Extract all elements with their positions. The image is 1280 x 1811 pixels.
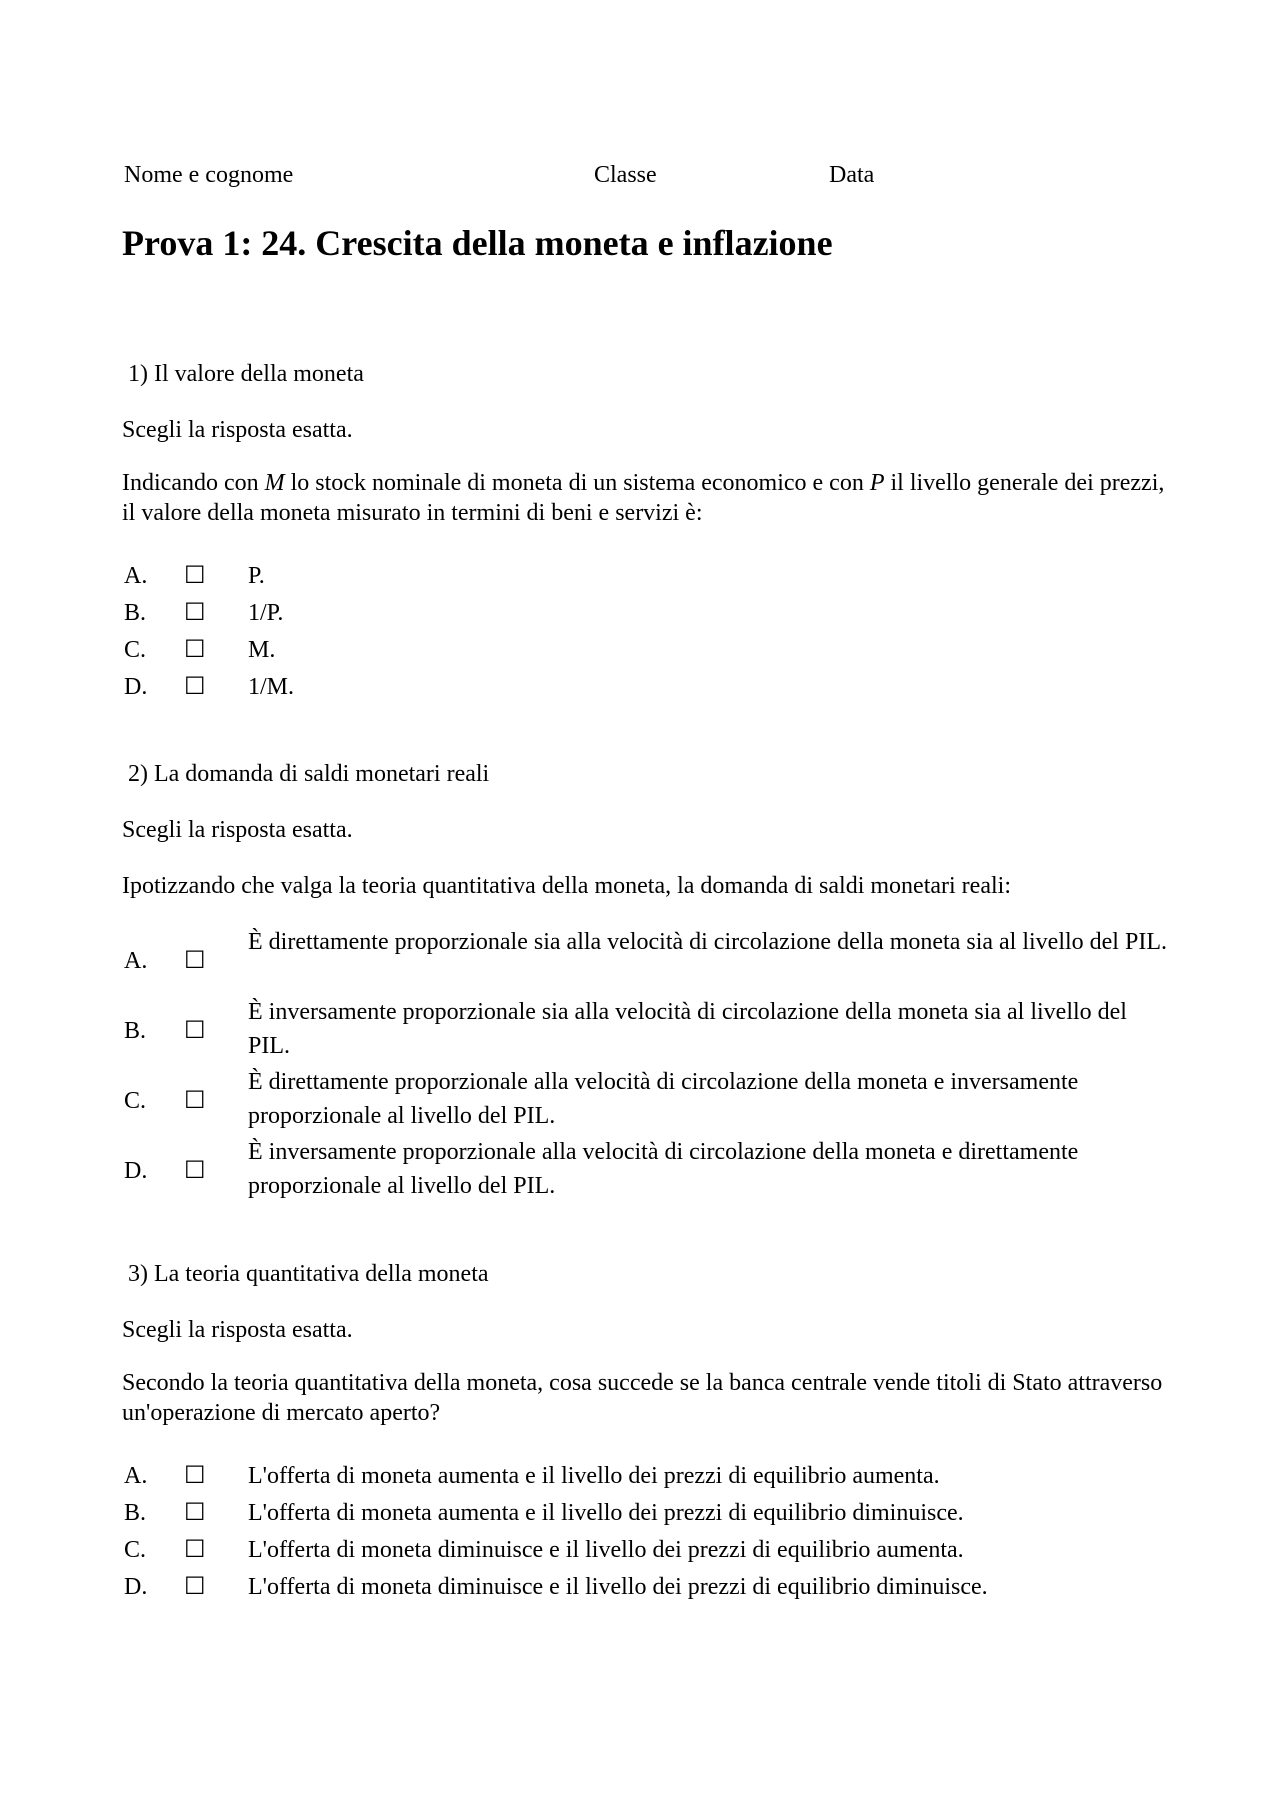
answer-checkbox[interactable]: ☐ [184,1537,206,1563]
stem-text: Indicando con [122,470,265,496]
option-text: L'offerta di moneta aumenta e il livello dei prezzi di equilibrio diminuisce. [248,1500,964,1526]
answer-checkbox[interactable]: ☐ [184,1463,206,1489]
answer-checkbox[interactable]: ☐ [184,674,206,700]
stem-variable-p: P [869,470,885,496]
option-text: L'offerta di moneta aumenta e il livello dei prezzi di equilibrio aumenta. [248,1463,940,1489]
question-stem: Secondo la teoria quantitativa della moneta, cosa succede se la banca centrale vende titoli di Stato attraverso un'operazione di mercato aperto? [122,1370,1163,1426]
answer-checkbox[interactable]: ☐ [184,1500,206,1526]
option-letter: B. [124,1500,147,1526]
option-text: P. [248,563,265,589]
stem-text: il livello generale dei prezzi, il valore della moneta misurato in termini di beni e servizi è: [122,470,1165,526]
stem-text: lo stock nominale di moneta di un sistema economico e con [284,470,870,496]
option-letter: D. [124,1574,148,1600]
option-letter: D. [124,1158,148,1184]
question-stem: Ipotizzando che valga la teoria quantitativa della moneta, la domanda di saldi monetari reali: [122,873,1011,899]
answer-checkbox[interactable]: ☐ [184,948,206,974]
question-instruction: Scegli la risposta esatta. [122,817,353,843]
option-letter: B. [124,600,147,626]
option-text: L'offerta di moneta diminuisce e il livello dei prezzi di equilibrio aumenta. [248,1537,964,1563]
answer-checkbox[interactable]: ☐ [184,1158,206,1184]
option-letter: B. [124,1018,147,1044]
option-text: È inversamente proporzionale sia alla velocità di circolazione della moneta sia al livello del PIL. [248,999,1127,1059]
question-title: 1) Il valore della moneta [128,361,364,387]
question-stem [122,468,1172,528]
option-text: È direttamente proporzionale alla velocità di circolazione della moneta e inversamente proporzionale al livello del PIL. [248,1069,1079,1129]
option-text: L'offerta di moneta diminuisce e il livello dei prezzi di equilibrio diminuisce. [248,1574,988,1600]
class-label: Classe [594,162,657,188]
question-instruction: Scegli la risposta esatta. [122,1317,353,1343]
option-text: M. [248,637,276,663]
answer-checkbox[interactable]: ☐ [184,600,206,626]
question-instruction: Scegli la risposta esatta. [122,417,353,443]
option-letter: A. [124,948,148,974]
option-letter: C. [124,637,147,663]
option-text: 1/M. [248,674,295,700]
answer-checkbox[interactable]: ☐ [184,1574,206,1600]
question-title: 2) La domanda di saldi monetari reali [128,761,490,787]
name-label: Nome e cognome [124,162,294,188]
option-text: 1/P. [248,600,284,626]
option-text: È inversamente proporzionale alla velocità di circolazione della moneta e direttamente proporzionale al livello del PIL. [248,1139,1079,1199]
answer-checkbox[interactable]: ☐ [184,1088,206,1114]
page-title: Prova 1: 24. Crescita della moneta e inflazione [122,223,833,263]
answer-checkbox[interactable]: ☐ [184,563,206,589]
option-letter: C. [124,1537,147,1563]
question-title: 3) La teoria quantitativa della moneta [128,1261,489,1287]
option-letter: D. [124,674,148,700]
date-label: Data [829,162,875,188]
option-letter: A. [124,563,148,589]
option-letter: A. [124,1463,148,1489]
option-letter: C. [124,1088,147,1114]
answer-checkbox[interactable]: ☐ [184,637,206,663]
stem-variable-m: M [264,470,285,496]
option-text: È direttamente proporzionale sia alla velocità di circolazione della moneta sia al livello del PIL. [248,929,1167,955]
answer-checkbox[interactable]: ☐ [184,1018,206,1044]
